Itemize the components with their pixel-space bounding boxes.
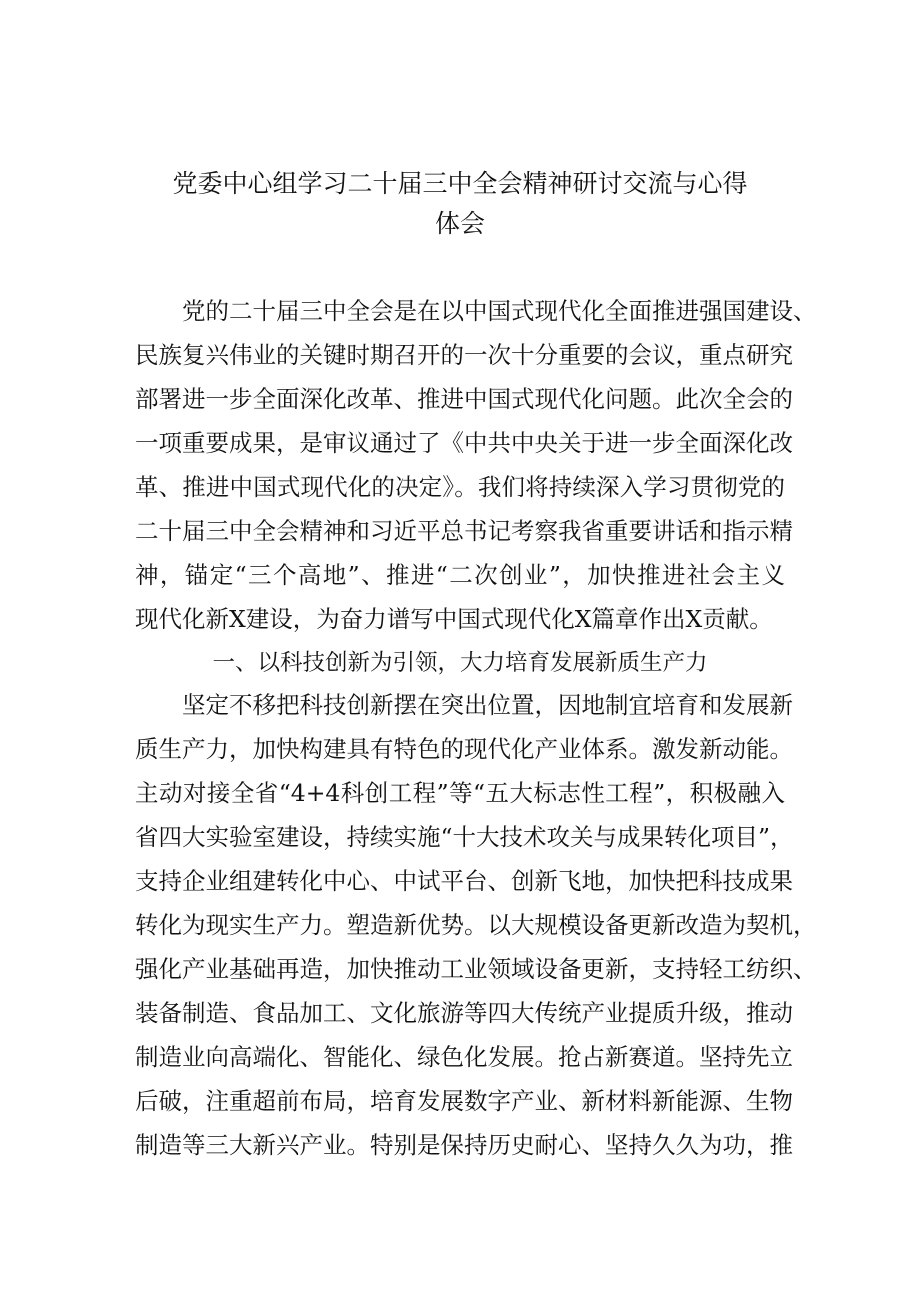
paragraph-line: 现代化新X建设，为奋力谱写中国式现代化X篇章作出X贡献。 [135,605,773,633]
paragraph-line: 党的二十届三中全会是在以中国式现代化全面推进强国建设、 [182,297,817,325]
paragraph-line: 质生产力，加快构建具有特色的现代化产业体系。激发新动能。 [135,735,793,763]
paragraph-line: 一项重要成果，是审议通过了《中共中央关于进一步全面深化改 [135,429,793,457]
paragraph-line: 革、推进中国式现代化的决定》。我们将持续深入学习贯彻党的 [135,473,785,501]
paragraph-line: 神，锚定“三个高地”、推进“二次创业”，加快推进社会主义 [135,561,785,589]
paragraph-line: 装备制造、食品加工、文化旅游等四大传统产业提质升级，推动 [135,999,793,1027]
paragraph-line: 强化产业基础再造，加快推动工业领域设备更新，支持轻工纺织、 [135,955,817,983]
paragraph-line: 民族复兴伟业的关键时期召开的一次十分重要的会议，重点研究 [135,341,793,369]
document-title [135,164,785,244]
paragraph-line: 省四大实验室建设，持续实施“十大技术攻关与成果转化项目”， [135,823,794,851]
paragraph-line: 二十届三中全会精神和习近平总书记考察我省重要讲话和指示精 [135,517,793,545]
paragraph-line: 后破，注重超前布局，培育发展数字产业、新材料新能源、生物 [135,1087,793,1115]
paragraph-line: 坚定不移把科技创新摆在突出位置，因地制宜培育和发展新 [182,691,793,719]
paragraph-line: 制造等三大新兴产业。特别是保持历史耐心、坚持久久为功，推 [135,1131,793,1159]
title-line-1: 党委中心组学习二十届三中全会精神研讨交流与心得 [172,169,748,198]
paragraph-line: 转化为现实生产力。塑造新优势。以大规模设备更新改造为契机， [135,911,817,939]
paragraph-line: 制造业向高端化、智能化、绿色化发展。抢占新赛道。坚持先立 [135,1043,793,1071]
paragraph-line: 主动对接全省“4+4科创工程”等“五大标志性工程”，积极融入 [135,779,785,807]
paragraph-line: 部署进一步全面深化改革、推进中国式现代化问题。此次全会的 [135,385,793,413]
section-heading: 一、以科技创新为引领，大力培育发展新质生产力 [212,650,708,676]
paragraph-line: 支持企业组建转化中心、中试平台、创新飞地，加快把科技成果 [135,867,793,895]
title-line-2: 体会 [434,209,485,238]
